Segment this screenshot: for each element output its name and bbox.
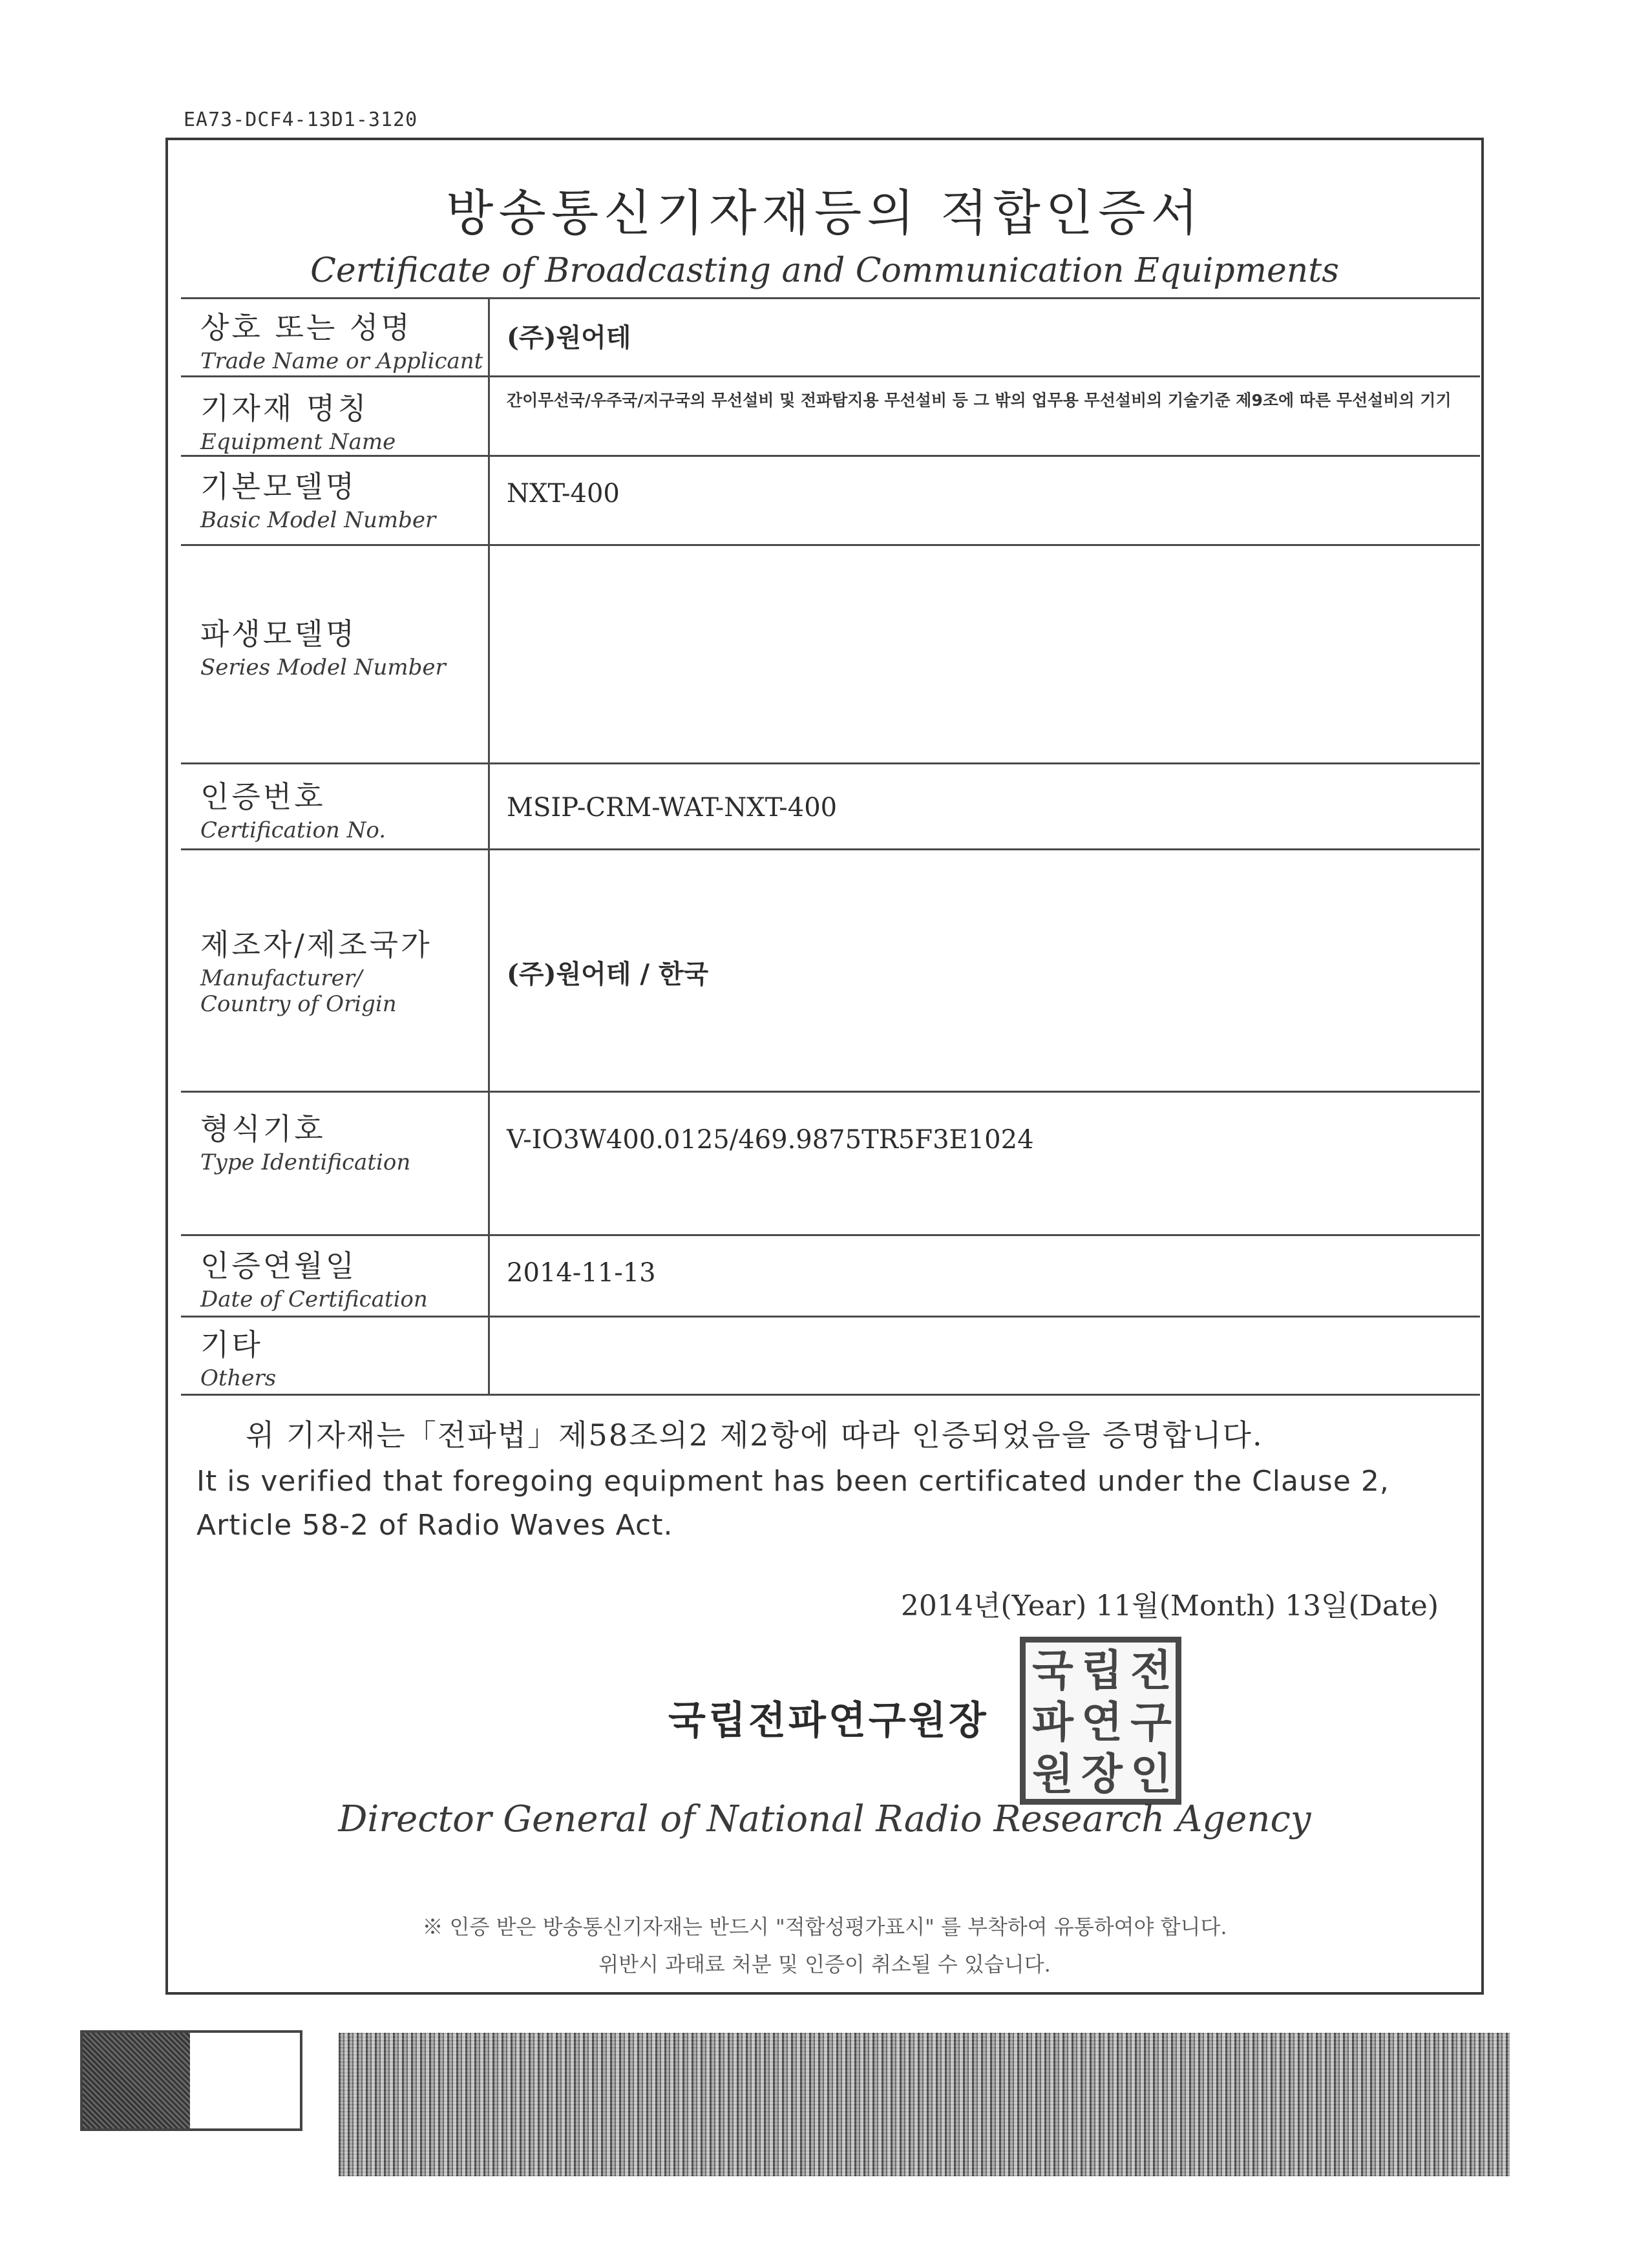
security-barcode-band bbox=[339, 2033, 1510, 2176]
label-cell bbox=[181, 1318, 490, 1394]
label-en: Series Model Number bbox=[200, 655, 446, 680]
value-cell bbox=[490, 457, 1480, 544]
seal-char: 구 bbox=[1130, 1697, 1172, 1747]
label-en: Manufacturer/ bbox=[200, 965, 363, 991]
label-cell bbox=[181, 1236, 490, 1316]
label-en: Trade Name or Applicant bbox=[200, 348, 483, 374]
label-cell bbox=[181, 457, 490, 544]
signer-korean: 국립전파연구원장 bbox=[668, 1698, 989, 1743]
label-cell bbox=[181, 546, 490, 762]
seal-char: 장 bbox=[1081, 1749, 1123, 1799]
notice-line-1: ※ 인증 받은 방송통신기자재는 반드시 "적합성평가표시" 를 부착하여 유통하여야 합니다. bbox=[422, 1915, 1227, 1939]
security-pattern bbox=[83, 2033, 190, 2128]
label-en: Certification No. bbox=[200, 817, 386, 843]
label-cell bbox=[181, 1093, 490, 1234]
security-mark-block bbox=[80, 2030, 302, 2131]
label-ko: 상호 또는 성명 bbox=[200, 310, 412, 345]
row-equipment-name bbox=[181, 375, 1480, 455]
manufacturer-value: (주)원어테 / 한국 bbox=[507, 959, 709, 989]
label-ko: 기자재 명칭 bbox=[200, 391, 369, 426]
basic-model-value: NXT-400 bbox=[507, 479, 620, 509]
certificate-frame bbox=[165, 138, 1484, 1995]
seal-char: 연 bbox=[1081, 1697, 1123, 1747]
type-id-value: V-IO3W400.0125/469.9875TR5F3E1024 bbox=[507, 1125, 1034, 1155]
signer-english: Director General of National Radio Research Agency bbox=[338, 1798, 1311, 1840]
applicant-value: (주)원어테 bbox=[507, 322, 631, 353]
row-applicant bbox=[181, 297, 1480, 375]
statement-english-line2: Article 58-2 of Radio Waves Act. bbox=[196, 1509, 673, 1542]
value-cell bbox=[490, 850, 1480, 1091]
label-cell bbox=[181, 377, 490, 455]
statement-english bbox=[196, 1460, 1463, 1548]
label-ko: 기타 bbox=[200, 1327, 263, 1362]
label-en: Equipment Name bbox=[200, 429, 396, 455]
label-ko: 인증연월일 bbox=[200, 1248, 357, 1283]
label-en: Basic Model Number bbox=[200, 507, 436, 533]
issue-date: 2014년(Year) 11월(Month) 13일(Date) bbox=[900, 1590, 1439, 1622]
row-certification-no bbox=[181, 762, 1480, 848]
value-cell bbox=[490, 764, 1480, 848]
certification-no-value: MSIP-CRM-WAT-NXT-400 bbox=[507, 793, 838, 823]
value-cell bbox=[490, 299, 1480, 375]
label-en: Others bbox=[200, 1365, 277, 1391]
label-ko: 제조자/제조국가 bbox=[200, 927, 432, 962]
value-cell bbox=[490, 377, 1480, 455]
seal-char: 인 bbox=[1130, 1749, 1172, 1799]
document-id: EA73-DCF4-13D1-3120 bbox=[184, 109, 418, 131]
title-korean: 방송통신기자재등의 적합인증서 bbox=[446, 184, 1203, 242]
seal-char: 원 bbox=[1032, 1749, 1073, 1799]
value-cell bbox=[490, 1318, 1480, 1394]
label-ko: 인증번호 bbox=[200, 779, 326, 814]
title-english: Certificate of Broadcasting and Communication Equipments bbox=[310, 251, 1339, 290]
official-seal bbox=[1020, 1637, 1181, 1805]
equipment-name-value: 간이무선국/우주국/지구국의 무선설비 및 전파탐지용 무선설비 등 그 밖의 업무용 무선설비의 기술기준 제9조에 따른 무선설비의 기기 bbox=[507, 391, 1452, 410]
notice-line-2: 위반시 과태료 처분 및 인증이 취소될 수 있습니다. bbox=[598, 1952, 1051, 1977]
label-en: Country of Origin bbox=[200, 991, 397, 1017]
label-ko: 기본모델명 bbox=[200, 469, 357, 504]
label-cell bbox=[181, 850, 490, 1091]
label-en: Date of Certification bbox=[200, 1286, 428, 1312]
value-cell bbox=[490, 546, 1480, 762]
seal-char: 파 bbox=[1032, 1697, 1073, 1747]
label-ko: 파생모델명 bbox=[200, 616, 357, 651]
seal-char: 국 bbox=[1032, 1646, 1073, 1696]
row-others bbox=[181, 1316, 1480, 1396]
cert-date-value: 2014-11-13 bbox=[507, 1258, 656, 1288]
label-ko: 형식기호 bbox=[200, 1111, 326, 1146]
value-cell bbox=[490, 1093, 1480, 1234]
row-type-identification bbox=[181, 1091, 1480, 1234]
seal-char: 전 bbox=[1130, 1646, 1172, 1696]
value-cell bbox=[490, 1236, 1480, 1316]
row-cert-date bbox=[181, 1234, 1480, 1316]
statement-english-line1: It is verified that foregoing equipment has been certificated under the Clause 2, bbox=[196, 1465, 1389, 1498]
row-manufacturer bbox=[181, 848, 1480, 1091]
row-basic-model bbox=[181, 455, 1480, 544]
label-cell bbox=[181, 299, 490, 375]
statement-korean: 위 기자재는「전파법」제58조의2 제2항에 따라 인증되었음을 증명합니다. bbox=[246, 1418, 1263, 1453]
row-series-model bbox=[181, 544, 1480, 762]
label-en: Type Identification bbox=[200, 1150, 411, 1175]
seal-char: 립 bbox=[1081, 1646, 1123, 1696]
label-cell bbox=[181, 764, 490, 848]
